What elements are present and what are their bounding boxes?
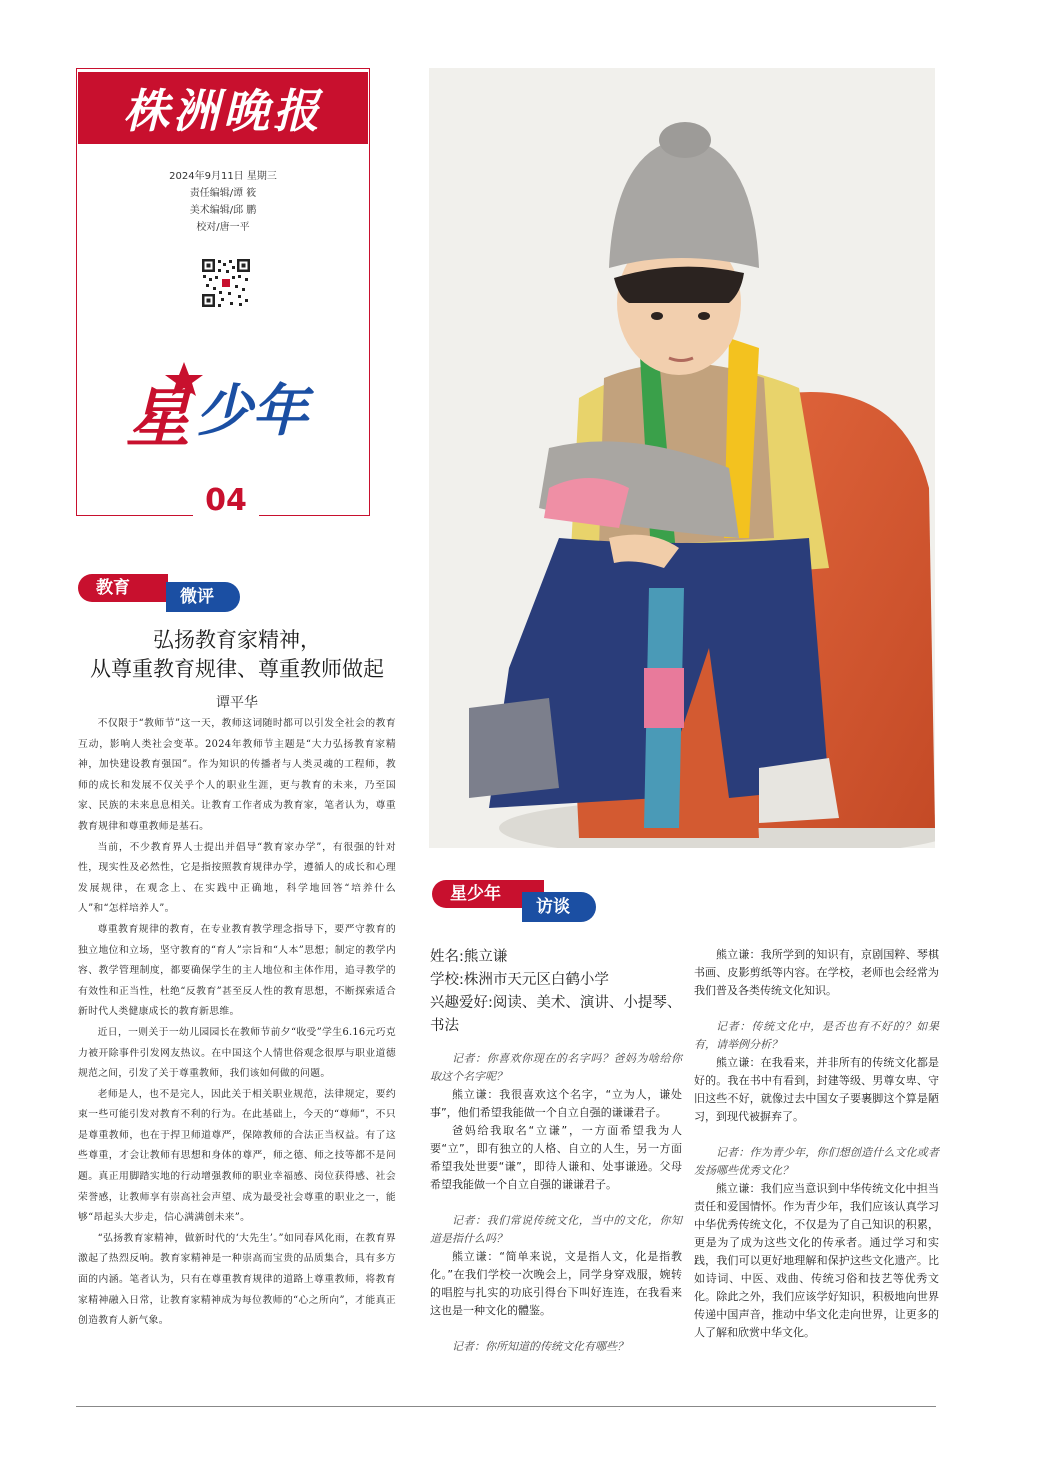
article-paragraph: 当前，不少教育界人士提出并倡导“教育家办学”，有很强的针对性，现实性及必然性，它是指按照教育规律办学，遵循人的成长和心理发展规律，在观念上、在实践中正确地，科学地回答“培养什么人”和“怎样培养人”。 <box>78 841 396 915</box>
profile-hobbies: 兴趣爱好:阅读、美术、演讲、小提琴、书法 <box>430 995 682 1034</box>
reporter-question: 记者：你喜欢你现在的名字吗？爸妈为啥给你取这个名字呢？ <box>430 1052 682 1083</box>
tag-education <box>78 574 168 602</box>
profile-name: 姓名:熊立谦 <box>430 949 508 965</box>
paragraph-gap <box>430 1194 682 1212</box>
article-paragraph: 不仅限于“教师节”这一天，教师这词随时都可以引发全社会的教育互动，影响人类社会变革。2024年教师节主题是“大力弘扬教育家精神，加快建设教育强国”。作为知识的传播者与人类灵魂的工程师，教师的成长和发展不仅关乎个人的职业生涯，更与教育的未来，乃至国家、民族的未来息息相关。让教育工作者成为教育家，笔者认为，尊重教育规律和尊重教师是基石。 <box>78 718 396 832</box>
article-body <box>78 714 396 1332</box>
reporter-question: 记者：传统文化中，是否也有不好的？如果有，请举例分析？ <box>694 1020 939 1051</box>
issue-meta <box>76 168 370 236</box>
newspaper-logo <box>78 72 368 144</box>
article-paragraph: 近日，一则关于一幼儿园园长在教师节前夕“收受”学生6.16元巧克力被开除事件引发网友热议。在中国这个人情世俗观念很厚与职业道德规范之间，引发了关于尊重教师，我们该如何做的问题。 <box>78 1026 396 1080</box>
tag-interview <box>522 892 596 922</box>
interview-column-right <box>694 946 939 1342</box>
editor-credit: 责任编辑/谭 筱 <box>189 188 257 199</box>
interviewee-profile <box>430 946 682 1038</box>
interviewee-answer: 熊立谦：我所学到的知识有，京剧国粹、琴棋书画、皮影剪纸等内容。在学校，老师也会经常为我们普及各类传统文化知识。 <box>694 948 939 997</box>
issue-date: 2024年9月11日 星期三 <box>169 171 277 182</box>
logo-text: 株洲晚报 <box>123 84 323 138</box>
headline-line-1: 弘扬教育家精神， <box>153 628 321 652</box>
paragraph-gap <box>694 1126 939 1144</box>
tag-interview-label: 访谈 <box>536 897 570 917</box>
paragraph-gap <box>694 1000 939 1018</box>
portrait-illustration <box>429 68 935 848</box>
paragraph-gap <box>430 1320 682 1338</box>
tag-commentary <box>166 582 240 612</box>
art-editor-credit: 美术编辑/邱 鹏 <box>189 205 257 216</box>
article-paragraph: “弘扬教育家精神，做新时代的‘大先生’。”如同春风化雨，在教育界激起了热烈反响。教育家精神是一种崇高而宝贵的品质集合，具有多方面的内涵。笔者认为，只有在尊重教育规律的道路上尊重教师，将教育家精神融入日常，让教育家精神成为每位教师的“心之所向”，才能真正创造教育人新气象。 <box>78 1232 396 1327</box>
interviewee-answer: 爸妈给我取名“立谦”，一方面希望我为人要“立”，即有独立的人格、自立的人生，另一方面希望我处世要“谦”，即待人谦和、处事谦逊。父母希望我能做一个自立自强的谦谦君子。 <box>430 1124 682 1191</box>
article-headline <box>76 626 398 684</box>
tag-commentary-label: 微评 <box>180 587 214 607</box>
section-logo-text-1: 星 <box>126 382 190 450</box>
portrait-photo <box>429 68 935 848</box>
headline-line-2: 从尊重教育规律、尊重教师做起 <box>90 657 384 681</box>
interview-column-left <box>430 1050 682 1356</box>
bottom-rule <box>76 1406 936 1407</box>
profile-school: 学校:株洲市天元区白鹤小学 <box>430 972 609 988</box>
section-logo-text-2: 少年 <box>196 379 308 444</box>
interviewee-answer: 熊立谦：我很喜欢这个名字，“立为人，谦处事”，他们希望我能做一个自立自强的谦谦君子。 <box>430 1088 682 1119</box>
qr-code-icon <box>201 258 251 308</box>
article-paragraph: 尊重教育规律的教育，在专业教育教学理念指导下，要严守教育的独立地位和立场，坚守教育的“育人”宗旨和“人本”思想；制定的教学内容、教学管理制度，都要确保学生的主人地位和主体作用，追寻教学的有效性和正当性，杜绝“反教育”甚至反人性的教育思想，不断探索适合新时代人类健康成长的教育新思维。 <box>78 923 396 1018</box>
tag-education-label: 教育 <box>96 578 130 598</box>
article-byline: 谭平华 <box>216 695 258 711</box>
interviewee-answer: 熊立谦：我们应当意识到中华传统文化中担当责任和爱国情怀。作为青少年，我们应该认真学习中华优秀传统文化，不仅是为了自己知识的积累，更是为了成为这些文化的传承者。通过学习和实践，我们可以更好地理解和保护这些文化遗产。比如诗词、中医、戏曲、传统习俗和技艺等优秀文化。除此之外，我们应该学好知识，积极地向世界传递中国声音，推动中华文化走向世界，让更多的人了解和欣赏中华文化。 <box>694 1182 939 1339</box>
page-number: 04 <box>193 484 259 518</box>
reporter-question: 记者：你所知道的传统文化有哪些？ <box>452 1340 628 1353</box>
article-paragraph: 老师是人，也不是完人，因此关于相关职业规范，法律规定，要约束一些可能引发对教育不利的行为。在此基础上，今天的“尊师”，不只是尊重教师，也在于捍卫师道尊严，保障教师的合法正当权益。有了这些尊重，才会让教师有思想和身体的尊严，师之德、师之技等都不是问题。真正用脚踏实地的行动增强教师的职业幸福感、岗位获得感、社会荣誉感，让教师享有崇高社会声望、成为最受社会尊重的职业之一，能够“昂起头大步走，信心满满创未来”。 <box>78 1088 396 1224</box>
interviewee-answer: 熊立谦：在我看来，并非所有的传统文化都是好的。我在书中有看到，封建等级、男尊女卑、守旧这些不好，就像过去中国女子要裹脚这个算是陋习，到现代被摒弃了。 <box>694 1056 939 1123</box>
interviewee-answer: 熊立谦：“简单来说，文是指人文，化是指教化。”在我们学校一次晚会上，同学身穿戏服，婉转的唱腔与扎实的功底引得台下叫好连连，在我看来这也是一种文化的體鉴。 <box>430 1250 682 1317</box>
proofreader-credit: 校对/唐一平 <box>196 222 250 233</box>
tag-xingshaonian-label: 星少年 <box>450 884 501 904</box>
reporter-question: 记者：作为青少年，你们想创造什么文化或者发扬哪些优秀文化？ <box>694 1146 939 1177</box>
reporter-question: 记者：我们常说传统文化，当中的文化，你知道是指什么吗？ <box>430 1214 682 1245</box>
section-logo-xingshaonian <box>126 360 332 450</box>
